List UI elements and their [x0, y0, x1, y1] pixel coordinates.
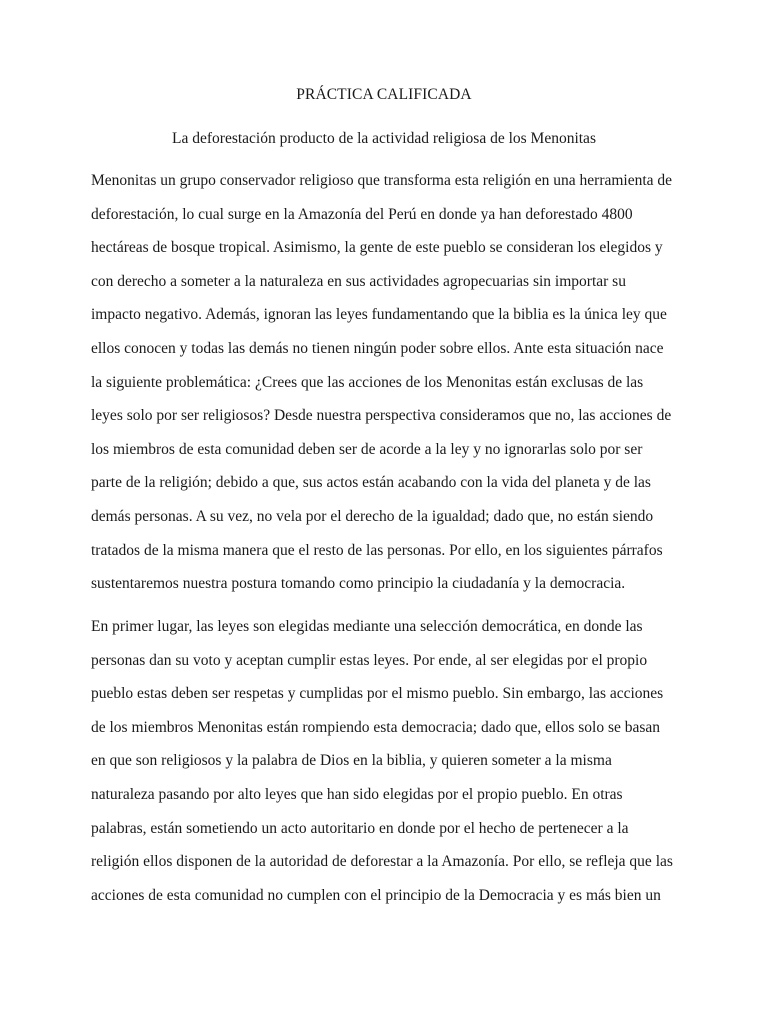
paragraph-line: con derecho a someter a la naturaleza en sus actividades agropecuarias sin importar su	[91, 272, 626, 290]
paragraph-line: parte de la religión; debido a que, sus actos están acabando con la vida del planeta y de las	[91, 474, 651, 492]
paragraph-line: demás personas. A su vez, no vela por el derecho de la igualdad; dado que, no están siendo	[91, 508, 654, 525]
paragraph-line: deforestación, lo cual surge en la Amazonía del Perú en donde ya han deforestado 4800	[91, 205, 633, 223]
paragraph-line: palabras, están sometiendo un acto autoritario en donde por el hecho de pertenecer a la	[91, 819, 629, 837]
paragraph-line: de los miembros Menonitas están rompiendo esta democracia; dado que, ellos solo se basan	[91, 718, 661, 736]
paragraph-line: personas dan su voto y aceptan cumplir estas leyes. Por ende, al ser elegidas por el propio	[91, 651, 648, 669]
paragraph-line: Menonitas un grupo conservador religioso que transforma esta religión en una herramienta de	[91, 172, 673, 189]
paragraph-line: pueblo estas deben ser respetas y cumplidas por el mismo pueblo. Sin embargo, las acciones	[91, 685, 664, 703]
paragraph-line: religión ellos disponen de la autoridad de deforestar a la Amazonía. Por ello, se refleja que las	[91, 853, 673, 871]
paragraph-line: la siguiente problemática: ¿Crees que las acciones de los Menonitas están exclusas de las	[91, 373, 644, 391]
paragraph-line: leyes solo por ser religiosos? Desde nuestra perspectiva consideramos que no, las acciones de	[91, 407, 672, 425]
paragraph-line: naturaleza pasando por alto leyes que han sido elegidas por el propio pueblo. En otras	[91, 786, 623, 803]
paragraph-line: En primer lugar, las leyes son elegidas mediante una selección democrática, en donde las	[91, 618, 643, 635]
document-title: PRÁCTICA CALIFICADA	[296, 86, 472, 103]
paragraph-line: hectáreas de bosque tropical. Asimismo, la gente de este pueblo se consideran los elegidos y	[91, 239, 663, 257]
paragraph-line: en que son religiosos y la palabra de Dios en la biblia, y quieren someter a la misma	[91, 752, 612, 770]
paragraph-line: impacto negativo. Además, ignoran las leyes fundamentando que la biblia es la única ley que	[91, 306, 667, 324]
paragraph-line: ellos conocen y todas las demás no tienen ningún poder sobre ellos. Ante esta situación nace	[91, 340, 664, 357]
document-subtitle: La deforestación producto de la actividad religiosa de los Menonitas	[172, 130, 596, 147]
paragraph-line: tratados de la misma manera que el resto de las personas. Por ello, en los siguientes párrafos	[91, 541, 663, 559]
paragraph-line: los miembros de esta comunidad deben ser de acorde a la ley y no ignorarlas solo por ser	[91, 440, 643, 458]
paragraph-line: acciones de esta comunidad no cumplen con el principio de la Democracia y es más bien un	[91, 886, 661, 904]
paragraph-line: sustentaremos nuestra postura tomando como principio la ciudadanía y la democracia.	[91, 575, 626, 593]
